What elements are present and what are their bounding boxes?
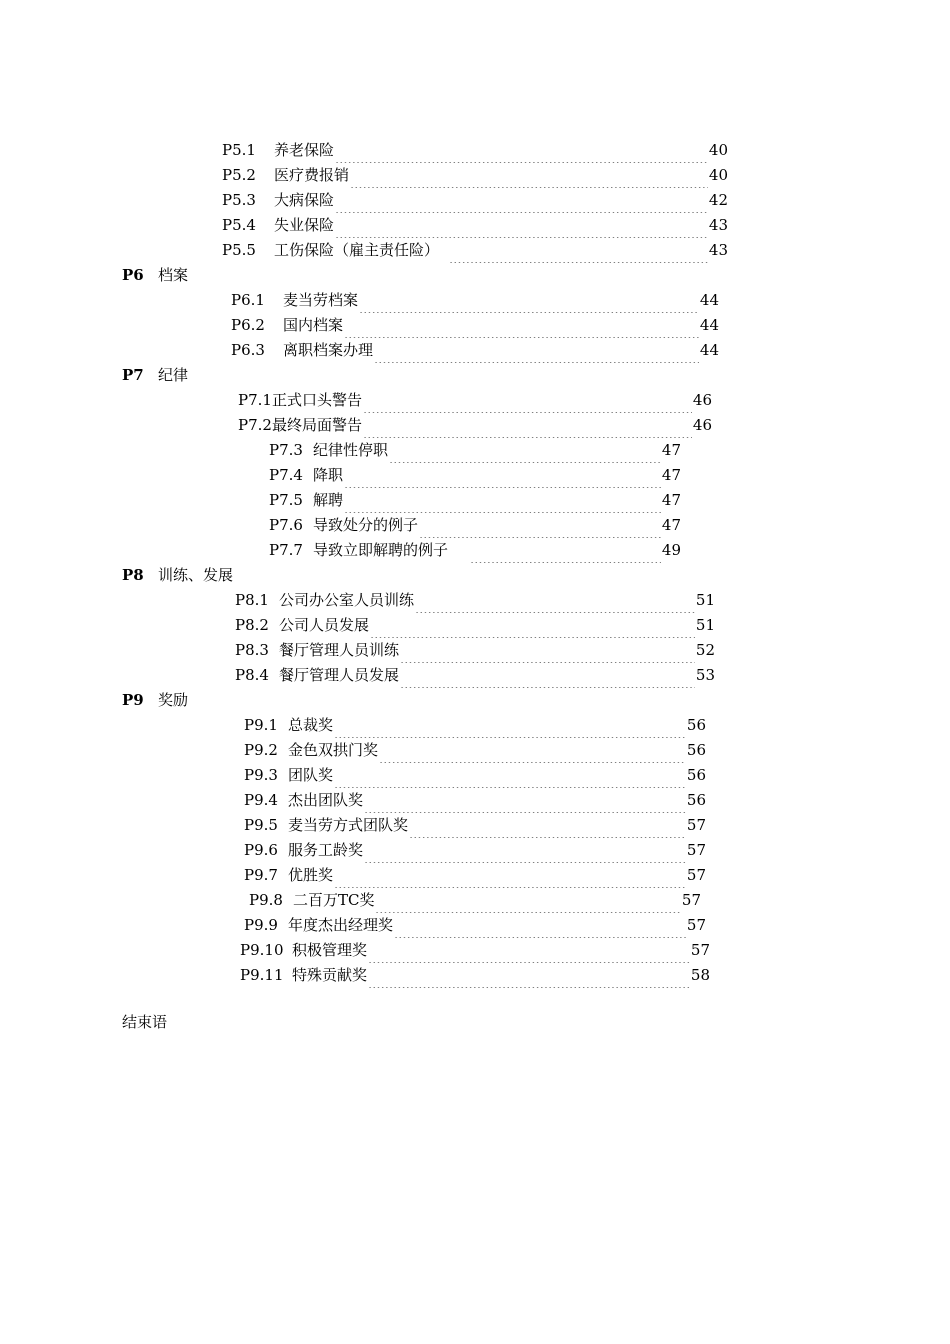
entry-number: P9.5	[244, 816, 278, 834]
entry-page-number: 57	[690, 941, 710, 959]
dot-leader	[350, 163, 708, 188]
entry-number: P7.1	[238, 391, 272, 409]
dot-leader	[368, 938, 690, 963]
toc-entry-p9-1[interactable]	[244, 713, 706, 738]
entry-number: P5.1	[222, 141, 256, 159]
entry-number: P6.3	[231, 341, 265, 359]
entry-page-number: 56	[686, 766, 706, 784]
dot-leader	[334, 763, 686, 788]
toc-entry-p9-4[interactable]	[244, 788, 706, 813]
entry-title: 特殊贡献奖	[292, 966, 368, 984]
entry-page-number: 51	[695, 591, 715, 609]
entry-title: 优胜奖	[288, 866, 334, 884]
entry-title: 国内档案	[283, 316, 344, 334]
toc-entry-p5-5[interactable]	[222, 238, 728, 263]
dot-leader	[344, 313, 699, 338]
toc-entry-p6-2[interactable]	[231, 313, 719, 338]
entry-page-number: 56	[686, 741, 706, 759]
entry-page-number: 52	[695, 641, 715, 659]
entry-number: P9.1	[244, 716, 278, 734]
dot-leader	[374, 338, 699, 363]
entry-title: 年度杰出经理奖	[288, 916, 394, 934]
entry-number: P9.8	[249, 891, 283, 909]
entry-page-number: 43	[708, 241, 728, 259]
toc-entry-p9-6[interactable]	[244, 838, 706, 863]
dot-leader	[364, 838, 686, 863]
entry-page-number: 51	[695, 616, 715, 634]
entry-title: 降职	[313, 466, 344, 484]
dot-leader	[359, 288, 699, 313]
entry-number: P9.4	[244, 791, 278, 809]
entry-number: P9.7	[244, 866, 278, 884]
toc-entry-p9-8[interactable]	[249, 888, 701, 913]
entry-page-number: 57	[686, 841, 706, 859]
dot-leader	[364, 788, 686, 813]
entry-title: 最终局面警告	[271, 416, 362, 434]
dot-leader	[419, 513, 661, 538]
entry-number: P9.9	[244, 916, 278, 934]
entry-number: P5.5	[222, 241, 256, 259]
entry-page-number: 56	[686, 716, 706, 734]
entry-number: P7.7	[269, 541, 303, 559]
section-code: P6	[122, 266, 144, 284]
entry-page-number: 40	[708, 166, 728, 184]
entry-title: 麦当劳方式团队奖	[288, 816, 409, 834]
entry-number: P7.5	[269, 491, 303, 509]
entry-number: P9.3	[244, 766, 278, 784]
entry-title: 纪律性停职	[313, 441, 389, 459]
entry-page-number: 56	[686, 791, 706, 809]
section-title: 训练、发展	[158, 566, 234, 584]
toc-entry-p5-1[interactable]	[222, 138, 728, 163]
entry-page-number: 57	[686, 916, 706, 934]
toc-entry-p7-6[interactable]	[269, 513, 681, 538]
entry-page-number: 47	[661, 491, 681, 509]
toc-entry-p9-2[interactable]	[244, 738, 706, 763]
closing-remarks-heading[interactable]: 结束语	[122, 1013, 168, 1031]
dot-leader	[335, 138, 708, 163]
toc-entry-p8-4[interactable]	[235, 663, 715, 688]
section-code: P8	[122, 566, 144, 584]
toc-entry-p8-2[interactable]	[235, 613, 715, 638]
dot-leader	[415, 588, 695, 613]
entry-page-number: 58	[690, 966, 710, 984]
toc-entry-p7-2[interactable]	[238, 413, 712, 438]
entry-number: P5.4	[222, 216, 256, 234]
entry-title: 金色双拱门奖	[288, 741, 379, 759]
entry-page-number: 46	[692, 391, 712, 409]
entry-page-number: 47	[661, 466, 681, 484]
dot-leader	[334, 863, 686, 888]
section-title: 纪律	[158, 366, 189, 384]
dot-leader	[409, 813, 686, 838]
section-heading-p6[interactable]	[122, 263, 188, 288]
section-code: P7	[122, 366, 144, 384]
entry-number: P8.3	[235, 641, 269, 659]
entry-title: 大病保险	[274, 191, 335, 209]
section-heading-p8[interactable]	[122, 563, 233, 588]
entry-title: 导致立即解聘的例子	[313, 541, 449, 559]
toc-entry-p7-3[interactable]	[269, 438, 681, 463]
entry-page-number: 44	[699, 316, 719, 334]
entry-title: 解聘	[313, 491, 344, 509]
entry-number: P6.2	[231, 316, 265, 334]
dot-leader	[470, 538, 661, 563]
dot-leader	[400, 663, 695, 688]
dot-leader	[344, 488, 661, 513]
dot-leader	[375, 888, 680, 913]
toc-entry-p8-3[interactable]	[235, 638, 715, 663]
toc-entry-p7-4[interactable]	[269, 463, 681, 488]
entry-title: 麦当劳档案	[283, 291, 359, 309]
section-heading-p7[interactable]	[122, 363, 188, 388]
dot-leader	[335, 213, 708, 238]
toc-entry-p9-11[interactable]	[240, 963, 710, 988]
entry-number: P7.3	[269, 441, 303, 459]
entry-number: P5.3	[222, 191, 256, 209]
toc-entry-p5-2[interactable]	[222, 163, 728, 188]
entry-number: P9.11	[240, 966, 284, 984]
entry-title: 餐厅管理人员训练	[279, 641, 400, 659]
entry-page-number: 40	[708, 141, 728, 159]
entry-number: P7.2	[238, 416, 272, 434]
entry-number: P9.2	[244, 741, 278, 759]
entry-title: 公司办公室人员训练	[279, 591, 415, 609]
toc-entry-p7-1[interactable]	[238, 388, 712, 413]
entry-title: 餐厅管理人员发展	[279, 666, 400, 684]
entry-page-number: 57	[686, 866, 706, 884]
section-title: 档案	[158, 266, 189, 284]
entry-number: P8.2	[235, 616, 269, 634]
toc-entry-p9-9[interactable]	[244, 913, 706, 938]
entry-number: P6.1	[231, 291, 265, 309]
toc-entry-p6-1[interactable]	[231, 288, 719, 313]
entry-title: 服务工龄奖	[288, 841, 364, 859]
dot-leader	[389, 438, 661, 463]
dot-leader	[394, 913, 686, 938]
toc-entry-p9-5[interactable]	[244, 813, 706, 838]
toc-entry-p9-3[interactable]	[244, 763, 706, 788]
toc-entry-p7-7[interactable]	[269, 538, 681, 563]
entry-title: 二百万TC奖	[293, 891, 375, 909]
dot-leader	[363, 413, 692, 438]
entry-title: 积极管理奖	[292, 941, 368, 959]
entry-title: 杰出团队奖	[288, 791, 364, 809]
entry-title: 失业保险	[274, 216, 335, 234]
dot-leader	[370, 613, 695, 638]
entry-number: P5.2	[222, 166, 256, 184]
entry-page-number: 53	[695, 666, 715, 684]
toc-entry-p9-10[interactable]	[240, 938, 710, 963]
entry-title: 导致处分的例子	[313, 516, 419, 534]
toc-entry-p8-1[interactable]	[235, 588, 715, 613]
entry-title: 团队奖	[288, 766, 334, 784]
toc-entry-p5-3[interactable]	[222, 188, 728, 213]
entry-page-number: 47	[661, 516, 681, 534]
entry-title: 公司人员发展	[279, 616, 370, 634]
section-code: P9	[122, 691, 144, 709]
entry-page-number: 57	[686, 816, 706, 834]
toc-entry-p9-7[interactable]	[244, 863, 706, 888]
toc-entry-p5-4[interactable]	[222, 213, 728, 238]
dot-leader	[335, 188, 708, 213]
entry-title: 离职档案办理	[283, 341, 374, 359]
toc-entry-p7-5[interactable]	[269, 488, 681, 513]
dot-leader	[334, 713, 686, 738]
entry-title: 正式口头警告	[271, 391, 362, 409]
entry-number: P7.4	[269, 466, 303, 484]
entry-title: 医疗费报销	[274, 166, 350, 184]
entry-title: 总裁奖	[288, 716, 334, 734]
entry-page-number: 44	[699, 291, 719, 309]
entry-page-number: 49	[661, 541, 681, 559]
dot-leader	[400, 638, 695, 663]
dot-leader	[344, 463, 661, 488]
section-title: 奖励	[158, 691, 189, 709]
entry-number: P9.6	[244, 841, 278, 859]
dot-leader	[368, 963, 690, 988]
entry-page-number: 46	[692, 416, 712, 434]
entry-number: P9.10	[240, 941, 284, 959]
entry-number: P8.4	[235, 666, 269, 684]
entry-title: 工伤保险（雇主责任险）	[274, 241, 440, 259]
entry-page-number: 43	[708, 216, 728, 234]
entry-page-number: 57	[681, 891, 701, 909]
toc-entry-p6-3[interactable]	[231, 338, 719, 363]
section-heading-p9[interactable]	[122, 688, 188, 713]
entry-page-number: 44	[699, 341, 719, 359]
dot-leader	[363, 388, 692, 413]
dot-leader	[449, 238, 708, 263]
dot-leader	[379, 738, 686, 763]
entry-number: P8.1	[235, 591, 269, 609]
entry-title: 养老保险	[274, 141, 335, 159]
entry-number: P7.6	[269, 516, 303, 534]
entry-page-number: 42	[708, 191, 728, 209]
entry-page-number: 47	[661, 441, 681, 459]
